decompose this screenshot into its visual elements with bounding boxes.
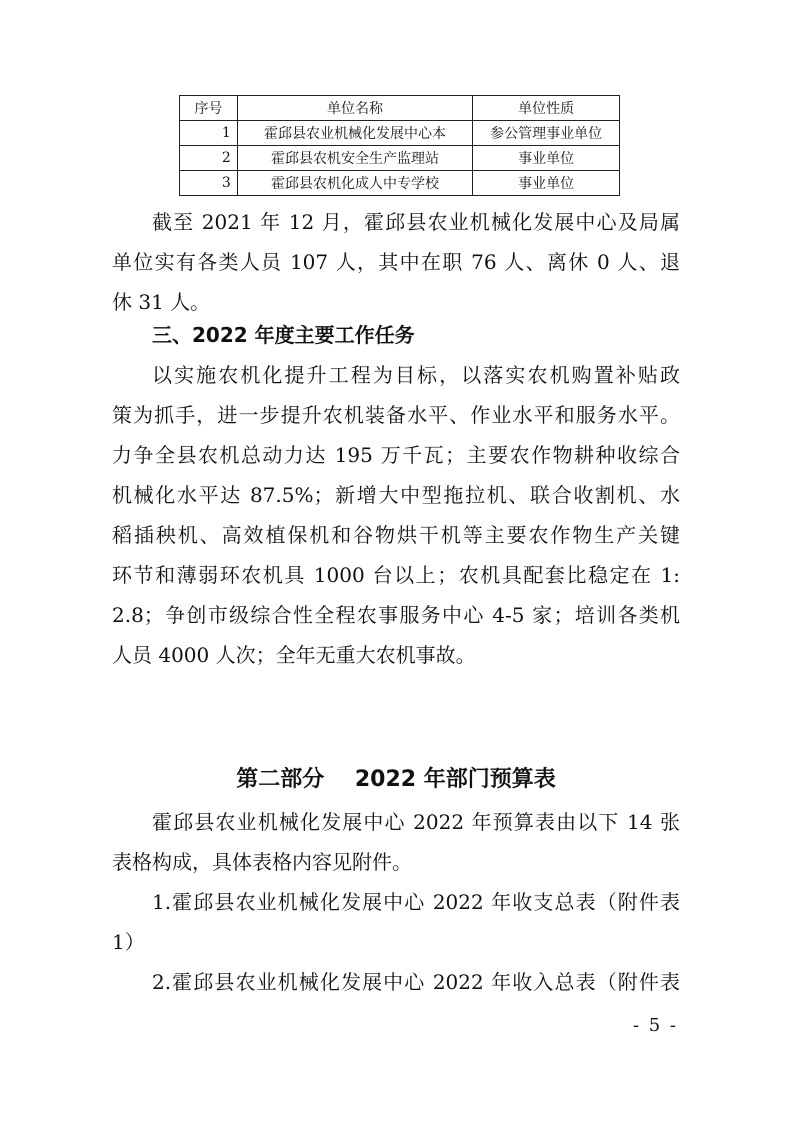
table-header-row	[180, 96, 620, 121]
header-name: 单位名称	[237, 96, 472, 121]
table-row	[180, 146, 620, 171]
part-title: 第二部分 2022 年部门预算表	[236, 767, 556, 792]
paragraph-line: 截至 2021 年 12 月，霍邱县农业机械化发展中心及局属	[152, 210, 680, 234]
cell-type: 参公管理事业单位	[473, 121, 620, 146]
table-row	[180, 171, 620, 196]
paragraph-line: 策为抓手，进一步提升农机装备水平、作业水平和服务水平。	[112, 403, 680, 427]
paragraph-line: 单位实有各类人员 107 人，其中在职 76 人、离休 0 人、退	[112, 250, 680, 274]
cell-no: 1	[180, 121, 238, 146]
page-number: - 5 -	[632, 1015, 678, 1036]
paragraph-line: 表格构成，具体表格内容见附件。	[112, 850, 412, 874]
table-row	[180, 121, 620, 146]
paragraph-line: 以实施农机化提升工程为目标，以落实农机购置补贴政	[152, 363, 680, 387]
staff-paragraph	[112, 202, 680, 322]
cell-name: 霍邱县农业机械化发展中心本	[237, 121, 472, 146]
part2-intro	[112, 802, 680, 1002]
cell-name: 霍邱县农机化成人中专学校	[237, 171, 472, 196]
cell-no: 3	[180, 171, 238, 196]
paragraph-line: 稻插秧机、高效植保机和谷物烘干机等主要农作物生产关键	[112, 523, 680, 547]
cell-no: 2	[180, 146, 238, 171]
cell-type: 事业单位	[473, 171, 620, 196]
list-item: 1）	[112, 930, 145, 954]
list-item: 1.霍邱县农业机械化发展中心 2022 年收支总表（附件表	[152, 890, 680, 914]
paragraph-line: 2.8；争创市级综合性全程农事服务中心 4-5 家；培训各类机	[112, 603, 680, 627]
paragraph-line: 休 31 人。	[112, 290, 211, 314]
header-type: 单位性质	[473, 96, 620, 121]
paragraph-line: 人员 4000 人次；全年无重大农机事故。	[112, 643, 476, 667]
section-heading: 三、2022 年度主要工作任务	[152, 323, 415, 347]
header-no: 序号	[180, 96, 238, 121]
section3	[112, 315, 680, 675]
paragraph-line: 机械化水平达 87.5%；新增大中型拖拉机、联合收割机、水	[112, 483, 680, 507]
paragraph-line: 环节和薄弱环农机具 1000 台以上；农机具配套比稳定在 1:	[112, 563, 680, 587]
list-item: 2.霍邱县农业机械化发展中心 2022 年收入总表（附件表	[152, 970, 680, 994]
unit-table	[179, 95, 620, 196]
cell-type: 事业单位	[473, 146, 620, 171]
cell-name: 霍邱县农机安全生产监理站	[237, 146, 472, 171]
paragraph-line: 力争全县农机总动力达 195 万千瓦；主要农作物耕种收综合	[112, 443, 680, 467]
paragraph-line: 霍邱县农业机械化发展中心 2022 年预算表由以下 14 张	[152, 810, 680, 834]
